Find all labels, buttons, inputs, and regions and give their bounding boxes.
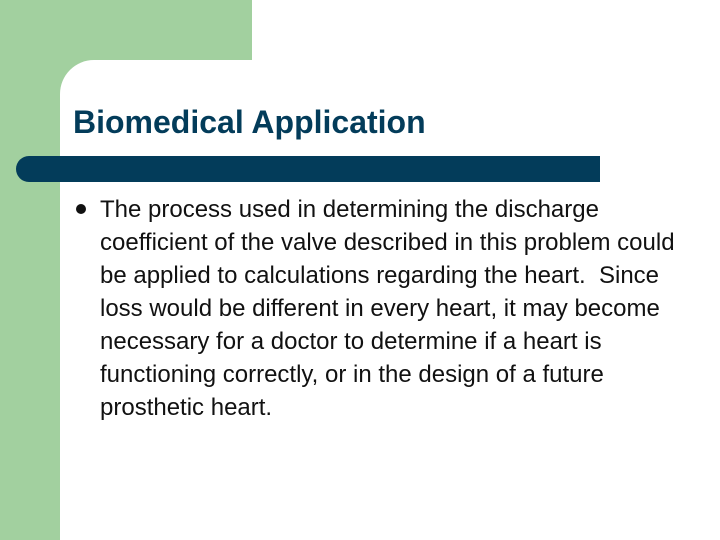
- green-left-strip: [0, 0, 60, 540]
- bullet-text: The process used in determining the discharge coefficient of the valve described in this problem could be applied to calculations regarding the heart. Since loss would be different in every heart, it may become necessary for a doctor to determine if a heart is functioning correctly, or in the design of a future prosthetic heart.: [100, 196, 682, 421]
- slide-title: Biomedical Application: [73, 104, 426, 140]
- bullet-icon: [76, 204, 86, 214]
- title-underline-bar: [16, 156, 600, 182]
